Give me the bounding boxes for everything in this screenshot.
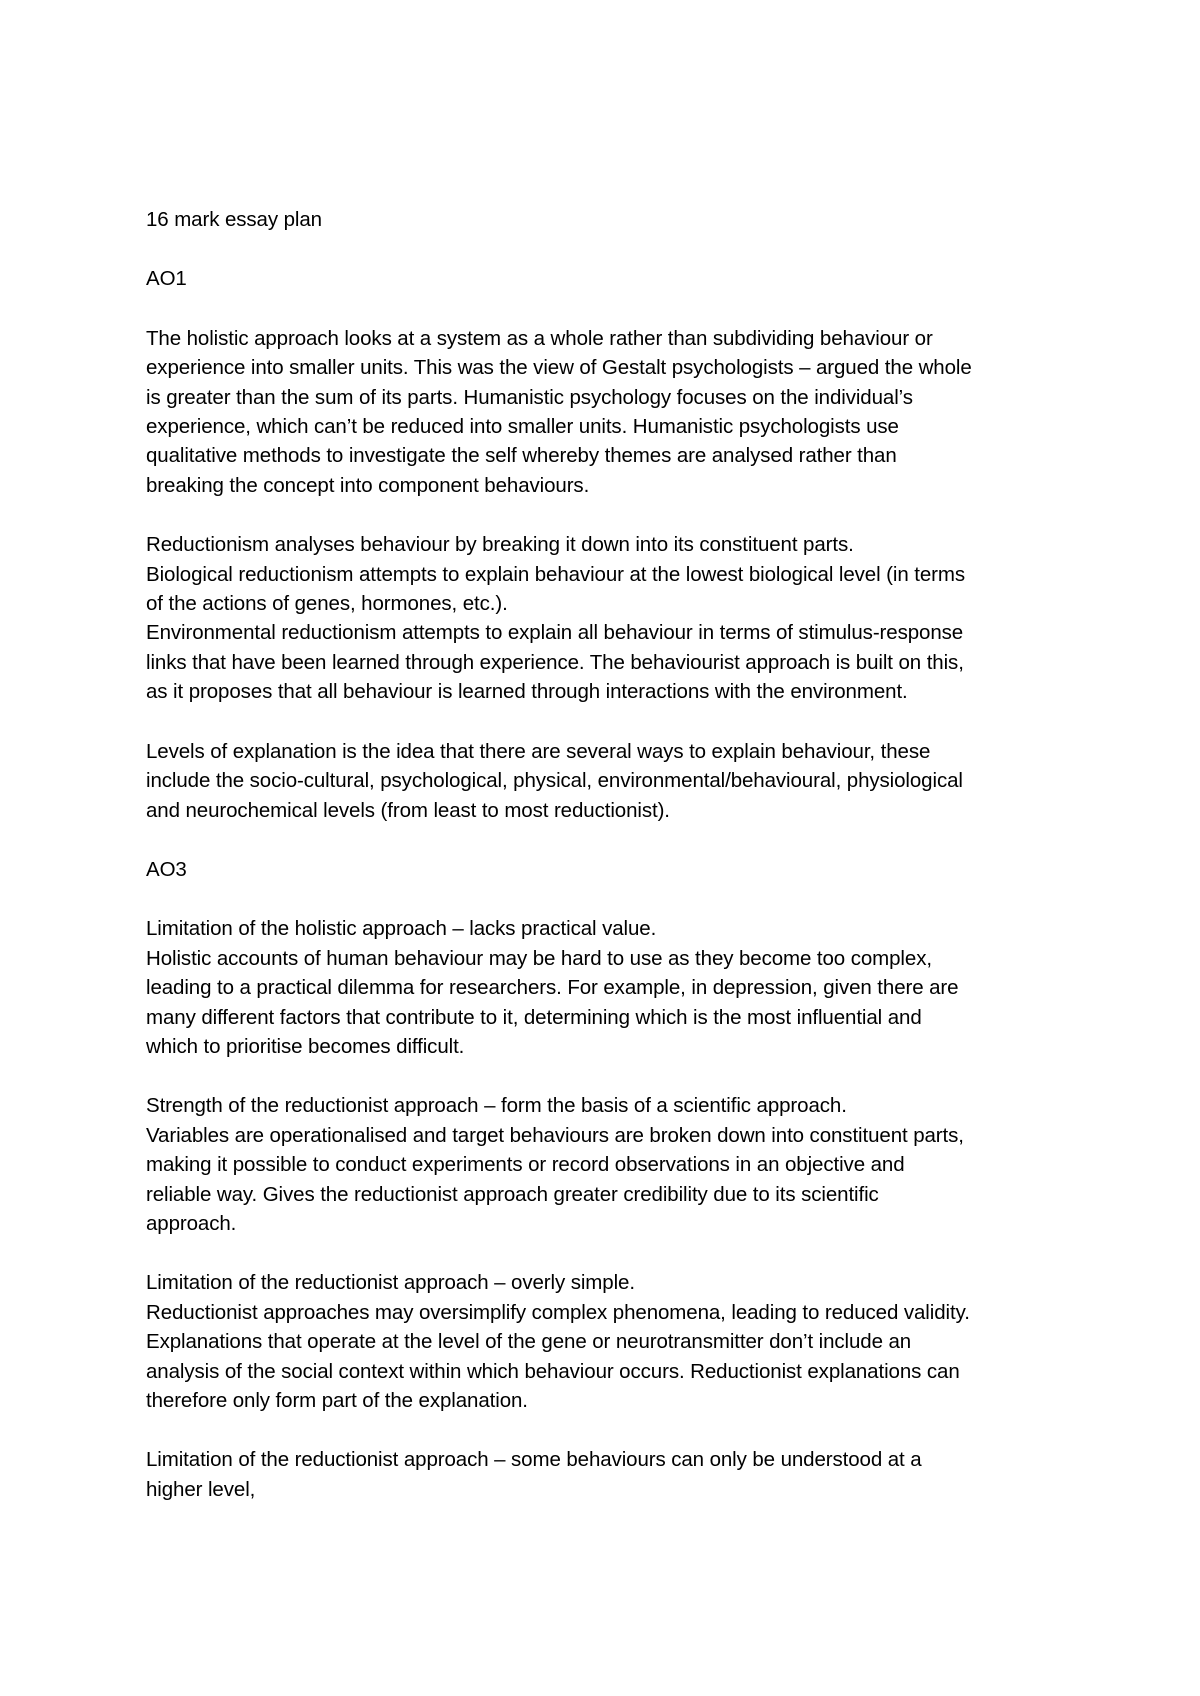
text-line: making it possible to conduct experiments or record observations in an objective and	[146, 1153, 905, 1177]
text-line: include the socio-cultural, psychological, physical, environmental/behavioural, physiological	[146, 769, 963, 793]
text-line: Explanations that operate at the level of the gene or neurotransmitter don’t include an	[146, 1330, 912, 1354]
text-line: is greater than the sum of its parts. Humanistic psychology focuses on the individual’s	[146, 385, 913, 409]
text-line: links that have been learned through experience. The behaviourist approach is built on this,	[146, 650, 964, 674]
text-line: Reductionism analyses behaviour by breaking it down into its constituent parts.	[146, 533, 854, 557]
text-line: higher level,	[146, 1477, 256, 1501]
document-title: 16 mark essay plan	[146, 208, 322, 231]
paragraph-reductionist-strength	[146, 1091, 1086, 1238]
text-line: Environmental reductionism attempts to explain all behaviour in terms of stimulus-response	[146, 621, 964, 645]
text-line: Strength of the reductionist approach – form the basis of a scientific approach.	[146, 1094, 847, 1118]
document-page	[146, 205, 1086, 1534]
text-line: Limitation of the reductionist approach – overly simple.	[146, 1271, 635, 1295]
text-line: which to prioritise becomes difficult.	[146, 1034, 465, 1058]
text-line: as it proposes that all behaviour is learned through interactions with the environment.	[146, 680, 908, 704]
text-line: many different factors that contribute to it, determining which is the most influential and	[146, 1005, 922, 1029]
paragraph-reductionist-limitation-simple	[146, 1268, 1086, 1415]
text-line: Holistic accounts of human behaviour may be hard to use as they become too complex,	[146, 946, 932, 970]
text-line: reliable way. Gives the reductionist approach greater credibility due to its scientific	[146, 1182, 879, 1206]
text-line: leading to a practical dilemma for researchers. For example, in depression, given there are	[146, 976, 959, 1000]
text-line: of the actions of genes, hormones, etc.).	[146, 592, 508, 616]
paragraph-levels-of-explanation	[146, 737, 1086, 825]
paragraph-reductionist-limitation-higher-level	[146, 1445, 1086, 1504]
text-line: breaking the concept into component behaviours.	[146, 473, 590, 497]
text-line: Limitation of the holistic approach – lacks practical value.	[146, 917, 657, 941]
paragraph-holistic-approach	[146, 324, 1086, 500]
section-heading-ao1: AO1	[146, 267, 187, 291]
text-line: Levels of explanation is the idea that there are several ways to explain behaviour, these	[146, 739, 931, 763]
text-line: Limitation of the reductionist approach – some behaviours can only be understood at a	[146, 1448, 922, 1472]
text-line: Reductionist approaches may oversimplify complex phenomena, leading to reduced validity.	[146, 1300, 970, 1324]
text-line: experience into smaller units. This was the view of Gestalt psychologists – argued the whole	[146, 356, 972, 380]
text-line: and neurochemical levels (from least to most reductionist).	[146, 798, 670, 822]
text-line: experience, which can’t be reduced into smaller units. Humanistic psychologists use	[146, 415, 899, 439]
text-line: The holistic approach looks at a system as a whole rather than subdividing behaviour or	[146, 326, 933, 350]
text-line: analysis of the social context within which behaviour occurs. Reductionist explanations can	[146, 1359, 960, 1383]
text-line: qualitative methods to investigate the self whereby themes are analysed rather than	[146, 444, 897, 468]
text-line: approach.	[146, 1211, 237, 1235]
text-line: Variables are operationalised and target behaviours are broken down into constituent parts,	[146, 1123, 964, 1147]
text-line: Biological reductionism attempts to explain behaviour at the lowest biological level (in terms	[146, 562, 965, 586]
text-line: therefore only form part of the explanation.	[146, 1389, 528, 1412]
paragraph-holistic-limitation	[146, 914, 1086, 1061]
section-heading-ao3: AO3	[146, 857, 187, 881]
paragraph-reductionism	[146, 530, 1086, 706]
